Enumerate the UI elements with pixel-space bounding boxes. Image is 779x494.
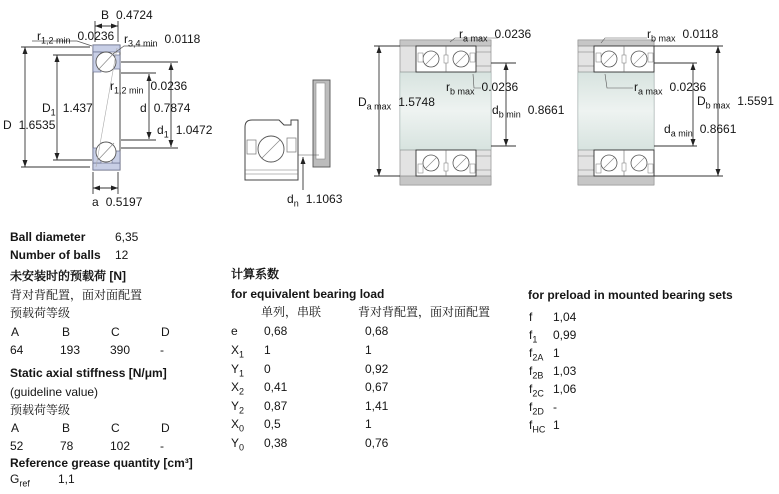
pf-row-value: 1 <box>553 418 560 432</box>
preload-header-d: D <box>161 325 170 339</box>
calc-row-v1: 0,5 <box>264 417 281 431</box>
equiv-load-title: for equivalent bearing load <box>231 287 385 301</box>
dim-sym: B <box>101 8 110 22</box>
preload-value-b: 193 <box>60 343 81 357</box>
dim-label-ra-max-b <box>634 80 707 97</box>
dim-sym: r <box>37 29 41 43</box>
calc-col2-header: 背对背配置，面对面配置 <box>358 305 491 319</box>
dim-label-da-min <box>664 122 737 139</box>
number-of-balls-value: 12 <box>115 248 129 262</box>
dim-sub: a max <box>366 101 392 112</box>
dim-value: 0.5197 <box>105 195 143 209</box>
calc-row-v1: 0,87 <box>264 399 288 413</box>
pf-row-sym <box>529 382 544 399</box>
dim-label-D <box>3 119 55 132</box>
calc-row-v2: 1 <box>365 417 372 431</box>
stiffness-value-c: 102 <box>110 439 131 453</box>
dim-sym: D <box>358 95 367 109</box>
factor-sym: f <box>529 364 533 378</box>
factor-sym: f <box>529 328 533 342</box>
factor-sub: 2B <box>532 370 544 381</box>
dim-value: 1.0472 <box>175 123 213 137</box>
pf-row-sym <box>529 311 532 324</box>
dim-value: 1.5748 <box>398 95 435 109</box>
calc-row-v2: 1,41 <box>365 399 389 413</box>
preload-value-d: - <box>160 343 164 357</box>
dim-value: 0.0118 <box>682 27 719 41</box>
preload-value-a: 64 <box>10 343 24 357</box>
calc-row-v1: 0 <box>264 362 271 376</box>
factor-sub: 1 <box>239 368 245 379</box>
dim-sub: 1 <box>50 107 56 118</box>
factor-sym: f <box>529 382 533 396</box>
stiffness-value-a: 52 <box>10 439 24 453</box>
calc-row-sym <box>231 362 245 379</box>
dim-label-ra-max-a <box>459 27 532 44</box>
dim-label-Da-max <box>358 95 435 112</box>
factor-sym: Y <box>231 399 240 413</box>
dim-sym: D <box>697 94 706 108</box>
pf-row-sym <box>529 400 544 417</box>
dim-sym: D <box>42 101 51 115</box>
factor-sub: 2C <box>532 388 544 399</box>
calc-row-v1: 0,41 <box>264 380 288 394</box>
calc-row-sym <box>231 380 245 397</box>
dim-sub: b max <box>450 86 475 97</box>
preload-header-c: C <box>111 325 120 339</box>
factor-sym: f <box>529 310 533 324</box>
dim-value: 0.7874 <box>153 101 191 115</box>
calc-row-sym <box>231 325 238 338</box>
dim-sub: a max <box>638 86 663 97</box>
calc-row-v1: 0,68 <box>264 324 288 338</box>
grease-sym-main: G <box>10 472 20 486</box>
grease-sym-sub: ref <box>19 478 30 489</box>
dim-sym: r <box>110 79 114 93</box>
pf-row-sym <box>529 418 546 435</box>
factor-sub: 1 <box>239 349 245 360</box>
dim-label-D1 <box>42 101 93 118</box>
dim-sym: d <box>492 103 499 117</box>
factor-sub: HC <box>532 424 546 435</box>
dim-sym: r <box>647 27 651 41</box>
preload-subtitle: 背对背配置，面对面配置 <box>10 288 143 302</box>
preload-value-c: 390 <box>110 343 131 357</box>
calc-row-sym <box>231 436 245 453</box>
dim-sub: 1 <box>163 129 169 140</box>
dim-label-r12-mid <box>110 79 188 96</box>
dim-label-rb-max-b <box>647 27 719 44</box>
dim-value: 1.437 <box>62 101 93 115</box>
dim-value: 0.0236 <box>481 80 519 94</box>
factor-sym: X <box>231 417 240 431</box>
factor-sym: X <box>231 380 240 394</box>
factor-sub: 0 <box>239 423 245 434</box>
dim-value: 1.1063 <box>305 192 343 206</box>
pf-row-value: 1 <box>553 346 560 360</box>
dim-sym: r <box>446 80 450 94</box>
factor-sub: 2 <box>239 386 245 397</box>
factor-sub: 1 <box>532 334 538 345</box>
stiffness-header-b: B <box>62 421 71 435</box>
dim-sym: d <box>287 192 294 206</box>
dim-label-a <box>92 196 142 209</box>
factor-sym: Y <box>231 436 240 450</box>
stiffness-subtitle: (guideline value) <box>10 385 99 399</box>
preload-factors-title: for preload in mounted bearing sets <box>528 288 733 302</box>
dim-label-db-min <box>492 103 565 120</box>
preload-header-b: B <box>62 325 71 339</box>
pf-row-value: 1,03 <box>553 364 577 378</box>
dim-label-Db-max <box>697 94 774 111</box>
grease-title: Reference grease quantity [cm³] <box>10 456 193 470</box>
factor-sub: 2 <box>239 405 245 416</box>
calc-row-v2: 0,67 <box>365 380 389 394</box>
factor-sym: f <box>529 418 533 432</box>
factor-sym: e <box>231 324 238 338</box>
factor-sym: f <box>529 400 533 414</box>
dim-value: 0.0236 <box>77 29 115 43</box>
dim-value: 0.8661 <box>699 122 737 136</box>
pf-row-sym <box>529 346 544 363</box>
calc-row-sym <box>231 417 245 434</box>
dim-value: 1.6535 <box>18 118 56 132</box>
pf-row-value: 1,04 <box>553 310 577 324</box>
dim-sym: d <box>140 101 147 115</box>
dim-label-dn <box>287 192 343 209</box>
dim-value: 0.0236 <box>669 80 707 94</box>
dim-sub: a min <box>670 128 693 139</box>
dim-sub: n <box>293 198 299 209</box>
dim-value: 0.8661 <box>527 103 565 117</box>
stiffness-title: Static axial stiffness [N/μm] <box>10 366 167 380</box>
pf-row-value: - <box>553 400 557 414</box>
stiffness-value-d: - <box>160 439 164 453</box>
dim-value: 0.0236 <box>150 79 188 93</box>
factor-sym: f <box>529 346 533 360</box>
preload-title: 未安装时的预载荷 [N] <box>10 269 126 283</box>
pf-row-sym <box>529 328 538 345</box>
stiffness-header-c: C <box>111 421 120 435</box>
dim-sym: r <box>459 27 463 41</box>
stiffness-class-label: 预载荷等级 <box>10 403 71 417</box>
dim-label-d1 <box>157 123 213 140</box>
calc-row-v1: 1 <box>264 343 271 357</box>
dim-sub: b min <box>498 109 521 120</box>
dim-sub: b max <box>705 100 731 111</box>
ball-diameter-value: 6,35 <box>115 230 139 244</box>
preload-class-label: 预载荷等级 <box>10 306 71 320</box>
calc-col1-header: 单列，串联 <box>261 305 322 319</box>
calc-title: 计算系数 <box>231 267 280 281</box>
calc-row-v2: 0,76 <box>365 436 389 450</box>
pf-row-sym <box>529 364 544 381</box>
dim-value: 0.0236 <box>494 27 532 41</box>
calc-row-sym <box>231 343 245 360</box>
factor-sym: X <box>231 343 240 357</box>
factor-sym: Y <box>231 362 240 376</box>
dim-value: 0.0118 <box>164 32 201 46</box>
dim-sub: a max <box>463 33 488 44</box>
dim-sub: 3,4 min <box>128 38 158 49</box>
dim-sym: d <box>664 122 671 136</box>
dim-label-r34 <box>124 32 201 49</box>
grease-symbol <box>10 472 30 489</box>
calc-row-v1: 0,38 <box>264 436 288 450</box>
number-of-balls-label: Number of balls <box>10 248 101 262</box>
factor-sub: 0 <box>239 442 245 453</box>
stiffness-header-d: D <box>161 421 170 435</box>
stiffness-header-a: A <box>11 421 20 435</box>
calc-row-v2: 0,68 <box>365 324 389 338</box>
dim-sym: D <box>3 118 12 132</box>
dim-sub: 1,2 min <box>41 35 71 46</box>
dim-sym: d <box>157 123 164 137</box>
dim-label-B <box>101 9 153 22</box>
pf-row-value: 1,06 <box>553 382 577 396</box>
factor-sub: 2A <box>532 352 544 363</box>
mounted-set-drawing-b <box>545 25 779 195</box>
preload-header-a: A <box>11 325 20 339</box>
calc-row-sym <box>231 399 245 416</box>
calc-row-v2: 0,92 <box>365 362 389 376</box>
factor-sub: 2D <box>532 406 544 417</box>
dim-sym: r <box>634 80 638 94</box>
dim-sym: r <box>124 32 128 46</box>
ball-diameter-label: Ball diameter <box>10 230 86 244</box>
dim-label-rb-max-a <box>446 80 519 97</box>
stiffness-value-b: 78 <box>60 439 74 453</box>
dim-sub: b max <box>651 33 676 44</box>
dim-sym: a <box>92 195 99 209</box>
dim-value: 1.5591 <box>737 94 774 108</box>
calc-row-v2: 1 <box>365 343 372 357</box>
dim-sub: 1,2 min <box>114 85 144 96</box>
pf-row-value: 0,99 <box>553 328 577 342</box>
dim-value: 0.4724 <box>116 8 153 22</box>
dim-label-d <box>140 102 190 115</box>
grease-value: 1,1 <box>58 472 75 486</box>
dim-label-r12-top <box>37 29 115 46</box>
